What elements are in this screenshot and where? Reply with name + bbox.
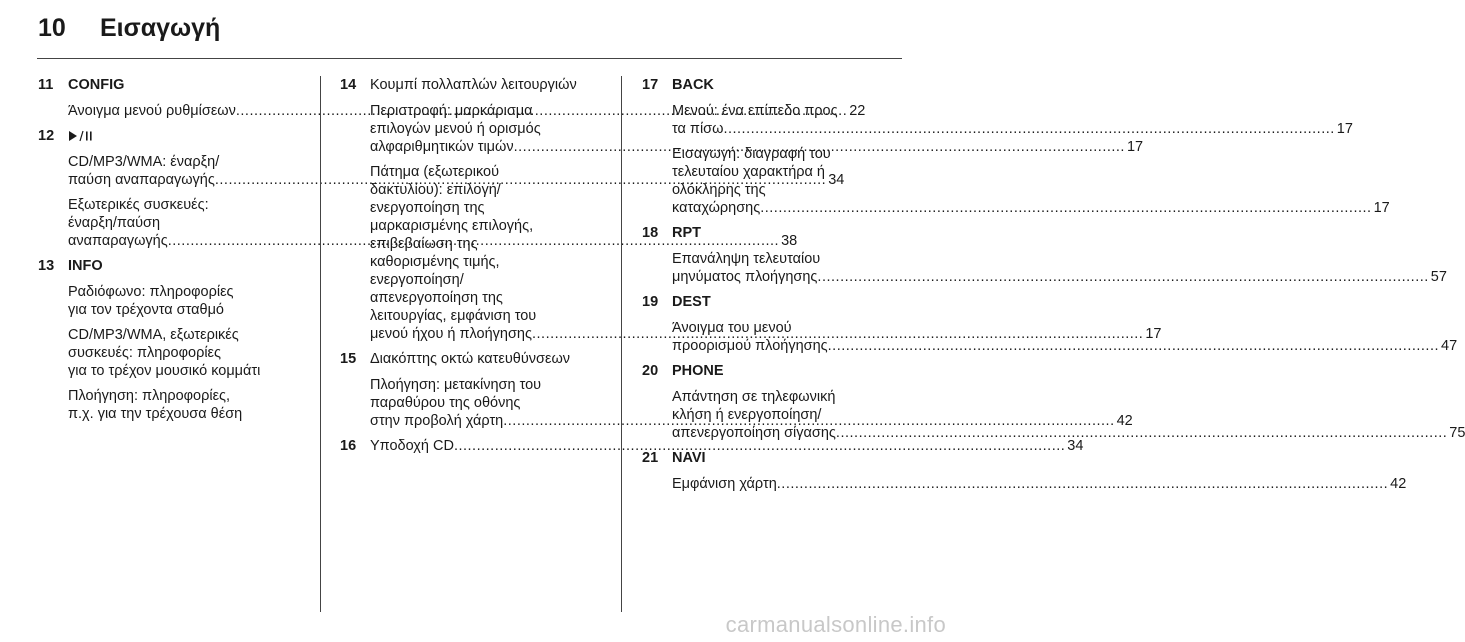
line-text: αναπαραγωγής <box>68 233 168 249</box>
line-text: Επανάληψη τελευταίου <box>672 251 821 267</box>
entry-label: Διακόπτης οκτώ κατευθύνσεων <box>370 351 571 367</box>
page-reference: 34 <box>1067 438 1084 454</box>
page-reference: 42 <box>1390 476 1407 492</box>
page-reference: 17 <box>1336 121 1353 137</box>
description-line <box>68 405 300 423</box>
description-line <box>370 102 602 120</box>
entry-label: PHONE <box>672 363 724 379</box>
entry-label: INFO <box>68 258 103 274</box>
line-text: λειτουργίας, εμφάνιση του <box>370 308 537 324</box>
description-line <box>68 283 300 301</box>
entry-label: CONFIG <box>68 77 125 93</box>
line-text: CD/MP3/WMA: έναρξη/ <box>68 154 220 170</box>
entry-label: NAVI <box>672 450 706 466</box>
entry-number: 18 <box>642 225 659 241</box>
line-text: για τον τρέχοντα σταθμό <box>68 302 224 318</box>
column-divider <box>621 76 622 612</box>
entry-label: Υποδοχή CD <box>370 438 454 454</box>
description-paragraph <box>672 475 1407 493</box>
line-text: Άνοιγμα μενού ρυθμίσεων <box>68 103 236 119</box>
description-line <box>370 394 602 412</box>
description-line <box>370 199 602 217</box>
line-text: Πλοήγηση: πληροφορίες, <box>68 388 231 404</box>
description-line <box>68 214 300 232</box>
description-line <box>672 250 904 268</box>
line-text: παραθύρου της οθόνης <box>370 395 521 411</box>
line-text: προορισμού πλοήγησης <box>672 338 828 354</box>
description-line <box>68 344 300 362</box>
line-text: για το τρέχον μουσικό κομμάτι <box>68 363 261 379</box>
entry-header <box>38 127 300 145</box>
line-text: ενεργοποίηση/ <box>370 272 464 288</box>
entry-header <box>642 293 904 311</box>
entry-number: 20 <box>642 363 659 379</box>
entry-header <box>642 76 904 94</box>
page-reference: 22 <box>849 103 866 119</box>
line-text: Άνοιγμα του μενού <box>672 320 792 336</box>
description-line <box>672 199 1390 217</box>
header-rule <box>37 58 902 59</box>
dot-leader <box>817 268 1428 286</box>
line-text: επιβεβαίωση της <box>370 236 478 252</box>
entry-header <box>38 257 300 275</box>
description-line <box>370 181 602 199</box>
entry-16 <box>340 437 1084 455</box>
entry-header <box>642 224 904 242</box>
entry-number: 16 <box>340 438 357 454</box>
line-text: ενεργοποίηση της <box>370 200 485 216</box>
entry-header <box>340 437 1084 455</box>
entry-number: 14 <box>340 77 357 93</box>
description-line <box>370 289 602 307</box>
description-line <box>370 376 602 394</box>
line-text: παύση αναπαραγωγής <box>68 172 215 188</box>
line-text: Μενού: ένα επίπεδο προς <box>672 103 838 119</box>
line-text: συσκευές: πληροφορίες <box>68 345 222 361</box>
page-reference: 38 <box>781 233 798 249</box>
page-number: 10 <box>38 14 66 42</box>
entry-label: DEST <box>672 294 711 310</box>
description-line <box>672 102 904 120</box>
entry-21 <box>642 449 1407 493</box>
description-line <box>672 145 904 163</box>
description-line <box>68 153 300 171</box>
line-text: Πάτημα (εξωτερικού <box>370 164 500 180</box>
line-text: απενεργοποίηση σίγασης <box>672 425 836 441</box>
description-line <box>672 319 904 337</box>
entry-label: BACK <box>672 77 714 93</box>
dot-leader <box>760 199 1371 217</box>
page-reference: 47 <box>1441 338 1458 354</box>
line-text: π.χ. για την τρέχουσα θέση <box>68 406 243 422</box>
page-reference: 42 <box>1116 413 1133 429</box>
entry-number: 17 <box>642 77 659 93</box>
line-text: καθορισμένης τιμής, <box>370 254 500 270</box>
line-text: απενεργοποίηση της <box>370 290 503 306</box>
line-text: Εξωτερικές συσκευές: <box>68 197 209 213</box>
dot-leader <box>836 424 1447 442</box>
entry-label: RPT <box>672 225 701 241</box>
page-reference: 75 <box>1449 425 1465 441</box>
description-paragraph <box>68 326 300 380</box>
description-line <box>672 388 904 406</box>
page-reference: 17 <box>1373 200 1390 216</box>
line-text: Εμφάνιση χάρτη <box>672 476 777 492</box>
line-text: τα πίσω <box>672 121 724 137</box>
watermark: carmanualsonline.info <box>725 612 946 637</box>
description-paragraph <box>672 102 1353 138</box>
entry-number: 21 <box>642 450 659 466</box>
description-line <box>370 307 602 325</box>
line-text: Πλοήγηση: μετακίνηση του <box>370 377 542 393</box>
description-line <box>672 163 904 181</box>
description-line <box>672 120 1353 138</box>
entry-header <box>642 362 904 380</box>
page-reference: 57 <box>1430 269 1447 285</box>
description-line <box>68 301 300 319</box>
description-line <box>370 253 602 271</box>
line-text: καταχώρησης <box>672 200 761 216</box>
description-line <box>672 181 904 199</box>
entry-number: 13 <box>38 258 55 274</box>
column-divider <box>320 76 321 612</box>
entry-17 <box>642 76 1390 217</box>
play-pause-icon <box>68 127 300 145</box>
entry-number: 11 <box>38 77 54 93</box>
description-line <box>370 271 602 289</box>
entry-number: 19 <box>642 294 659 310</box>
line-text: CD/MP3/WMA, εξωτερικές <box>68 327 239 343</box>
line-text: κλήση ή ενεργοποίηση/ <box>672 407 822 423</box>
page-title: Εισαγωγή <box>100 14 221 42</box>
dot-leader <box>828 337 1439 355</box>
entry-label: Κουμπί πολλαπλών λειτουργιών <box>370 77 577 93</box>
description-line <box>370 235 602 253</box>
line-text: τελευταίου χαρακτήρα ή <box>672 164 825 180</box>
line-text: μηνύματος πλοήγησης <box>672 269 818 285</box>
description-line <box>672 424 1465 442</box>
entry-13 <box>38 257 300 423</box>
page-reference: 17 <box>1126 139 1144 155</box>
description-line <box>672 268 1447 286</box>
line-text: Περιστροφή: μαρκάρισμα <box>370 103 533 119</box>
line-text: αλφαριθμητικών τιμών <box>370 139 514 155</box>
page-reference: 34 <box>828 172 845 188</box>
description-paragraph <box>68 283 300 319</box>
line-text: ολόκληρης της <box>672 182 766 198</box>
description-line <box>672 475 1407 493</box>
entry-18 <box>642 224 1447 286</box>
entry-header <box>642 449 904 467</box>
entry-number: 12 <box>38 128 55 144</box>
entry-number: 15 <box>340 351 357 367</box>
description-paragraph <box>672 145 1390 217</box>
dot-leader <box>723 120 1334 138</box>
description-paragraph <box>68 387 300 423</box>
description-line <box>68 326 300 344</box>
line-text: μαρκαρισμένης επιλογής, <box>370 218 534 234</box>
line-text: έναρξη/παύση <box>68 215 161 231</box>
description-line <box>68 387 300 405</box>
description-line <box>672 406 904 424</box>
description-line <box>370 120 602 138</box>
description-paragraph <box>672 250 1447 286</box>
entry-header <box>38 76 300 94</box>
description-line <box>68 196 300 214</box>
entry-header <box>340 350 602 368</box>
page-header <box>38 14 220 54</box>
description-line <box>370 163 602 181</box>
line-text: Ραδιόφωνο: πληροφορίες <box>68 284 234 300</box>
page-reference: 17 <box>1145 326 1162 342</box>
line-text: Απάντηση σε τηλεφωνική <box>672 389 836 405</box>
description-line <box>370 217 602 235</box>
dot-leader <box>777 475 1388 493</box>
entry-header <box>340 76 602 94</box>
line-text: Εισαγωγή: διαγραφή του <box>672 146 831 162</box>
description-line <box>68 362 300 380</box>
line-text: επιλογών μενού ή ορισμός <box>370 121 541 137</box>
line-text: δακτυλίου): επιλογή/ <box>370 182 501 198</box>
line-text: στην προβολή χάρτη <box>370 413 504 429</box>
line-text: μενού ήχου ή πλοήγησης <box>370 326 532 342</box>
description-line <box>672 337 1458 355</box>
